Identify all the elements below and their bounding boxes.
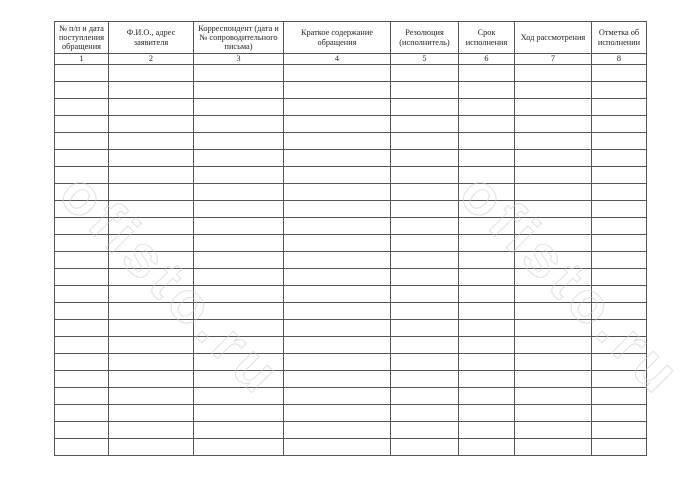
header-cell: Корреспондент (дата и № сопроводительного письма): [194, 22, 284, 54]
table-cell: [459, 65, 515, 82]
table-cell: [592, 133, 647, 150]
table-cell: [515, 65, 592, 82]
table-cell: [55, 218, 109, 235]
table-cell: [194, 354, 284, 371]
table-row: [55, 371, 647, 388]
table-cell: [109, 235, 194, 252]
table-cell: [459, 133, 515, 150]
table-cell: [194, 388, 284, 405]
table-cell: [592, 439, 647, 456]
table-cell: [284, 150, 391, 167]
table-cell: [284, 116, 391, 133]
table-cell: [391, 184, 459, 201]
table-cell: [284, 286, 391, 303]
table-cell: [194, 65, 284, 82]
table-cell: [592, 218, 647, 235]
column-number: 1: [55, 54, 109, 65]
table-cell: [459, 320, 515, 337]
table-cell: [194, 167, 284, 184]
table-cell: [391, 82, 459, 99]
table-cell: [55, 371, 109, 388]
header-cell: Срок исполнения: [459, 22, 515, 54]
table-cell: [592, 201, 647, 218]
table-cell: [515, 167, 592, 184]
table-cell: [592, 252, 647, 269]
table-cell: [592, 371, 647, 388]
column-number: 4: [284, 54, 391, 65]
table-cell: [391, 133, 459, 150]
table-row: [55, 116, 647, 133]
table-cell: [109, 218, 194, 235]
table-cell: [284, 184, 391, 201]
table-cell: [194, 320, 284, 337]
table-cell: [55, 184, 109, 201]
table-cell: [459, 422, 515, 439]
table-cell: [515, 235, 592, 252]
table-cell: [391, 201, 459, 218]
table-cell: [284, 252, 391, 269]
table-row: [55, 252, 647, 269]
table-cell: [592, 65, 647, 82]
table-cell: [515, 99, 592, 116]
table-cell: [391, 99, 459, 116]
table-cell: [515, 354, 592, 371]
table-cell: [194, 116, 284, 133]
table-cell: [459, 167, 515, 184]
table-cell: [194, 201, 284, 218]
table-cell: [55, 269, 109, 286]
table-row: [55, 337, 647, 354]
table-row: [55, 218, 647, 235]
table-cell: [391, 218, 459, 235]
table-cell: [592, 354, 647, 371]
header-cell: Краткое содержание обращения: [284, 22, 391, 54]
table-cell: [55, 337, 109, 354]
table-cell: [55, 422, 109, 439]
table-cell: [109, 422, 194, 439]
table-cell: [391, 150, 459, 167]
table-cell: [391, 422, 459, 439]
table-cell: [459, 405, 515, 422]
table-cell: [55, 99, 109, 116]
table-cell: [515, 320, 592, 337]
table-cell: [391, 388, 459, 405]
table-cell: [515, 201, 592, 218]
table-cell: [515, 116, 592, 133]
table-cell: [284, 371, 391, 388]
table-cell: [194, 303, 284, 320]
table-cell: [109, 65, 194, 82]
table-row: [55, 99, 647, 116]
table-cell: [109, 405, 194, 422]
table-cell: [284, 388, 391, 405]
table-cell: [459, 303, 515, 320]
table-cell: [55, 286, 109, 303]
table-cell: [284, 133, 391, 150]
table-cell: [109, 82, 194, 99]
table-cell: [55, 82, 109, 99]
table-cell: [55, 252, 109, 269]
header-cell: Ход рассмотрения: [515, 22, 592, 54]
table-cell: [391, 252, 459, 269]
table-cell: [284, 303, 391, 320]
table-cell: [592, 286, 647, 303]
table-cell: [391, 439, 459, 456]
table-cell: [55, 388, 109, 405]
table-cell: [459, 82, 515, 99]
table-cell: [515, 388, 592, 405]
table-cell: [284, 99, 391, 116]
register-table: [54, 21, 647, 456]
table-cell: [55, 65, 109, 82]
table-cell: [194, 286, 284, 303]
table-cell: [459, 269, 515, 286]
table-cell: [55, 439, 109, 456]
column-number: 5: [391, 54, 459, 65]
table-cell: [284, 337, 391, 354]
table-cell: [391, 354, 459, 371]
column-number: 8: [592, 54, 647, 65]
table-row: [55, 354, 647, 371]
table-cell: [55, 235, 109, 252]
table-cell: [515, 82, 592, 99]
column-number-row: [55, 54, 647, 65]
table-cell: [194, 184, 284, 201]
table-cell: [459, 150, 515, 167]
table-cell: [515, 252, 592, 269]
table-cell: [515, 133, 592, 150]
table-cell: [592, 167, 647, 184]
table-cell: [515, 337, 592, 354]
column-number: 3: [194, 54, 284, 65]
watermark: ofisto.ru: [447, 160, 696, 409]
table-row: [55, 405, 647, 422]
table-cell: [284, 167, 391, 184]
table-cell: [284, 82, 391, 99]
table-row: [55, 201, 647, 218]
table-cell: [459, 286, 515, 303]
table-cell: [55, 201, 109, 218]
table-cell: [459, 218, 515, 235]
table-cell: [109, 303, 194, 320]
table-row: [55, 286, 647, 303]
table-cell: [515, 303, 592, 320]
table-cell: [55, 167, 109, 184]
table-cell: [55, 133, 109, 150]
table-cell: [109, 184, 194, 201]
table-cell: [515, 371, 592, 388]
table-cell: [194, 371, 284, 388]
table-cell: [109, 286, 194, 303]
table-cell: [515, 439, 592, 456]
table-row: [55, 133, 647, 150]
table-cell: [194, 337, 284, 354]
table-cell: [109, 354, 194, 371]
table-cell: [391, 405, 459, 422]
table-cell: [391, 303, 459, 320]
table-cell: [284, 269, 391, 286]
table-cell: [592, 303, 647, 320]
table-row: [55, 235, 647, 252]
column-number: 6: [459, 54, 515, 65]
table-cell: [515, 269, 592, 286]
table-row: [55, 269, 647, 286]
table-cell: [459, 439, 515, 456]
table-cell: [515, 405, 592, 422]
table-cell: [459, 235, 515, 252]
table-cell: [194, 439, 284, 456]
table-cell: [194, 218, 284, 235]
table-cell: [459, 201, 515, 218]
column-number: 2: [109, 54, 194, 65]
table-cell: [515, 286, 592, 303]
table-row: [55, 422, 647, 439]
table-cell: [194, 422, 284, 439]
table-cell: [592, 99, 647, 116]
table-row: [55, 65, 647, 82]
table-cell: [592, 405, 647, 422]
table-cell: [515, 184, 592, 201]
table-cell: [109, 201, 194, 218]
header-cell: № п/п и дата поступления обращения: [55, 22, 109, 54]
table-row: [55, 150, 647, 167]
table-cell: [194, 252, 284, 269]
table-cell: [391, 286, 459, 303]
table-cell: [459, 184, 515, 201]
table-cell: [459, 116, 515, 133]
table-cell: [284, 354, 391, 371]
table-cell: [515, 218, 592, 235]
table-cell: [109, 167, 194, 184]
table-cell: [592, 388, 647, 405]
table-row: [55, 320, 647, 337]
table-cell: [55, 116, 109, 133]
table-cell: [459, 337, 515, 354]
table-cell: [284, 439, 391, 456]
table-cell: [284, 422, 391, 439]
table-cell: [592, 320, 647, 337]
header-cell: Отметка об исполнении: [592, 22, 647, 54]
table-cell: [459, 371, 515, 388]
table-cell: [284, 201, 391, 218]
column-number: 7: [515, 54, 592, 65]
table-cell: [459, 354, 515, 371]
table-cell: [109, 320, 194, 337]
table-cell: [391, 65, 459, 82]
table-cell: [55, 320, 109, 337]
table-row: [55, 82, 647, 99]
table-cell: [592, 269, 647, 286]
table-cell: [55, 405, 109, 422]
header-row: [55, 22, 647, 54]
table-cell: [592, 184, 647, 201]
table-row: [55, 388, 647, 405]
table-cell: [592, 150, 647, 167]
table-cell: [55, 303, 109, 320]
table-cell: [109, 439, 194, 456]
table-cell: [109, 269, 194, 286]
table-cell: [55, 150, 109, 167]
table-cell: [194, 235, 284, 252]
table-cell: [109, 150, 194, 167]
table-cell: [284, 65, 391, 82]
table-cell: [194, 133, 284, 150]
table-cell: [592, 337, 647, 354]
table-cell: [194, 269, 284, 286]
table-cell: [284, 235, 391, 252]
header-cell: Резолюция (исполнитель): [391, 22, 459, 54]
table-cell: [391, 269, 459, 286]
table-cell: [592, 422, 647, 439]
table-row: [55, 303, 647, 320]
table-cell: [284, 320, 391, 337]
table-cell: [194, 405, 284, 422]
table-cell: [109, 337, 194, 354]
table-cell: [592, 235, 647, 252]
watermark: ofisto.ru: [47, 160, 296, 409]
table-row: [55, 439, 647, 456]
table-cell: [515, 150, 592, 167]
table-cell: [391, 167, 459, 184]
register-sheet: [54, 21, 646, 456]
table-cell: [284, 218, 391, 235]
table-row: [55, 167, 647, 184]
table-cell: [391, 337, 459, 354]
table-cell: [592, 82, 647, 99]
table-cell: [391, 371, 459, 388]
header-cell: Ф.И.О., адрес заявителя: [109, 22, 194, 54]
register-body: [55, 65, 647, 456]
table-cell: [391, 235, 459, 252]
table-cell: [109, 252, 194, 269]
table-cell: [55, 354, 109, 371]
table-cell: [194, 82, 284, 99]
table-row: [55, 184, 647, 201]
table-cell: [391, 116, 459, 133]
table-cell: [194, 99, 284, 116]
table-cell: [109, 116, 194, 133]
table-cell: [109, 99, 194, 116]
table-cell: [109, 133, 194, 150]
table-cell: [592, 116, 647, 133]
table-cell: [459, 99, 515, 116]
table-cell: [284, 405, 391, 422]
table-cell: [515, 422, 592, 439]
table-cell: [391, 320, 459, 337]
table-cell: [194, 150, 284, 167]
table-cell: [109, 388, 194, 405]
table-cell: [459, 252, 515, 269]
table-cell: [459, 388, 515, 405]
table-cell: [109, 371, 194, 388]
